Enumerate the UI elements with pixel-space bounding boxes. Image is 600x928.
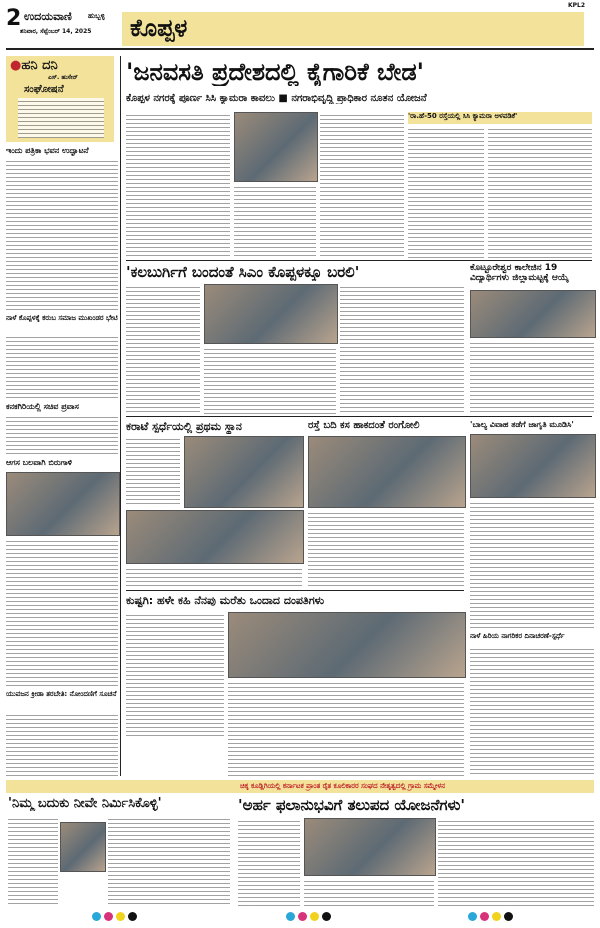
- edition-city: ಹುಬ್ಬಳ್ಳಿ: [88, 12, 105, 20]
- date: ಶನಿವಾರ, ಸೆಪ್ಟೆಂಬರ್ 14, 2025: [20, 28, 92, 35]
- column-name-text: ಹನಿ ದನಿ: [21, 58, 58, 73]
- story-karate-text-2: [126, 566, 302, 588]
- story-couple-text-1: [126, 612, 224, 738]
- story-yuva-title: ಯುವಜನ ಕ್ರೀಡಾ ತರಬೇತಿ: ನೋಂದಣಿಗೆ ಸೂಚನೆ: [6, 690, 117, 698]
- registration-dot: [92, 912, 101, 921]
- anganawadi-photo: [6, 472, 120, 536]
- story-yuva-text: [6, 712, 118, 776]
- arha-photo: [304, 818, 436, 876]
- story-arha-text-3: [438, 818, 594, 906]
- section-banner: [122, 12, 584, 46]
- story-rangoli-title: ರಸ್ತೆ ಬದಿ ಕಸ ಹಾಕದಂತೆ ರಂಗೋಲಿ: [308, 420, 420, 431]
- story-arha-title: 'ಅರ್ಹ ಫಲಾನುಭವಿಗೆ ತಲುಪದ ಯೋಜನೆಗಳು': [238, 796, 466, 814]
- page-number: 2: [6, 6, 22, 31]
- lead-photo: [234, 112, 318, 182]
- registration-dot: [128, 912, 137, 921]
- story-naa-title: ನಾಳೆ ಕೊಪ್ಪಳಕ್ಕೆ ಕರುಬ ಸಮಾಜ ಮುಖಂಡರ ಭೇಟಿ: [6, 314, 118, 322]
- page-code: KPL2: [568, 2, 586, 9]
- lead-text-2: [234, 184, 316, 258]
- registration-dot: [116, 912, 125, 921]
- story-dasara-text: [470, 646, 594, 776]
- masthead-rule: [6, 48, 594, 50]
- mid-rule-2: [126, 590, 464, 591]
- registration-dot: [504, 912, 513, 921]
- rangoli-photo: [308, 436, 466, 508]
- story-nimma-text-2: [108, 816, 230, 906]
- story-kalaburagi-title: 'ಕಲಬುರ್ಗಿಗೆ ಬಂದಂತೆ ಸಿಎಂ ಕೊಪ್ಪಳಕ್ಕೂ ಬರಲಿ': [126, 263, 360, 281]
- story-dasara-title: ನಾಳೆ ಹಿರಿಯ ನಾಗರಿಕರ ದಿನಾಚರಣೆ-ಸ್ಪರ್ಧೆ: [470, 632, 565, 640]
- story-anganawadi-text: [6, 538, 118, 686]
- mid-rule-1: [126, 416, 592, 417]
- college-photo: [470, 290, 596, 338]
- registration-dot: [492, 912, 501, 921]
- story-child-title: 'ಬಾಲ್ಯ ವಿವಾಹ ತಡೆಗೆ ಜಾಗೃತಿ ಮೂಡಿಸಿ': [470, 420, 574, 429]
- story-kanakagiri-text: [6, 414, 118, 454]
- story-bhavan-title: ಇಂದು ಪತ್ರಿಕಾ ಭವನ ಉದ್ಘಾಟನೆ: [6, 146, 89, 155]
- registration-dot: [104, 912, 113, 921]
- couple-photo: [228, 612, 466, 678]
- story-couple-title: ಕುಷ್ಟಗಿ: ಹಳೇ ಕಹಿ ನೆನಪು ಮರೆತು ಒಂದಾದ ದಂಪತಿಗಳು: [126, 594, 325, 607]
- story-karate-title: ಕರಾಟೆ ಸ್ಪರ್ಧೆಯಲ್ಲಿ ಪ್ರಥಮ ಸ್ಥಾನ: [126, 420, 242, 433]
- registration-dot: [298, 912, 307, 921]
- column-byline: ಎಸ್. ಹುಸೇನ್: [48, 74, 78, 81]
- lead-text-5: [488, 126, 592, 258]
- paper-name: ಉದಯವಾಣಿ: [24, 10, 72, 23]
- column-text: [18, 98, 104, 138]
- lead-subhead: ಕೊಪ್ಪಳ ನಗರಕ್ಕೆ ಪೂರ್ಣ ಸಿಸಿ ಕ್ಯಾಮರಾ ಕಾವಲು ■ ನಗರಾಭಿವೃದ್ಧಿ ಪ್ರಾಧಿಕಾರ ನೂತನ ಯೋಜನೆ: [126, 93, 427, 104]
- heart-icon: ●: [10, 58, 22, 73]
- lead-headline: 'ಜನವಸತಿ ಪ್ರದೇಶದಲ್ಲಿ ಕೈಗಾರಿಕೆ ಬೇಡ': [126, 58, 424, 86]
- story-naa-text: [6, 334, 118, 398]
- registration-dot: [468, 912, 477, 921]
- story-couple-text-2: [228, 680, 464, 776]
- story-kalaburagi-text-1: [126, 284, 200, 414]
- story-college-title: ಕೊಟ್ಟೂರೇಶ್ವರ ಕಾಲೇಜಿನ 19 ವಿದ್ಯಾರ್ಥಿಗಳು ಜಿಲ್ಲಾಮಟ್ಟಕ್ಕೆ ಆಯ್ಕೆ: [470, 263, 569, 283]
- story-bhavan-text: [6, 158, 118, 310]
- karate-photo-2: [126, 510, 304, 564]
- left-column-divider: [120, 56, 121, 776]
- story-arha-text-2: [304, 878, 434, 906]
- story-college-text: [470, 340, 594, 414]
- registration-dot: [322, 912, 331, 921]
- story-nimma-title: 'ನಿಮ್ಮ ಬದುಕು ನೀವೇ ನಿರ್ಮಿಸಿಕೊಳ್ಳಿ': [8, 796, 162, 811]
- story-child-text: [470, 500, 594, 628]
- story-kalaburagi-text-3: [340, 284, 464, 414]
- lead-bottom-rule: [126, 260, 592, 261]
- registration-dot: [286, 912, 295, 921]
- kalaburagi-photo: [204, 284, 338, 344]
- lead-box: 'ರಾ.ಹೆ-50 ರಸ್ತೆಯಲ್ಲಿ ಸಿಸಿ ಕ್ಯಾಮರಾ ಅಳವಡಿಕೆ': [408, 112, 592, 124]
- column-title: ಸಂಘೋಷನೆ: [24, 84, 64, 95]
- lead-text-1: [126, 112, 230, 258]
- column-name: [10, 58, 58, 73]
- story-rangoli-text: [308, 510, 464, 588]
- story-nimma-text-1: [8, 816, 58, 906]
- story-arha-text-1: [238, 818, 300, 906]
- lead-text-3: [320, 112, 404, 258]
- story-kanakagiri-title: ಕನಕಗಿರಿಯಲ್ಲಿ ಸಚಿವ ಪ್ರವಾಸ: [6, 402, 79, 411]
- story-anganawadi-title: ಆಗಸ ಬಲವಾಗಿ ಬಿರುಗಾಳಿ: [6, 458, 73, 467]
- nimma-photo: [60, 822, 106, 872]
- registration-dot: [480, 912, 489, 921]
- story-kalaburagi-text-2: [204, 346, 336, 414]
- bottom-banner-text: ಚಿಕ್ಕ ಕೂಡ್ಲಿಗಿಯಲ್ಲಿ ಕರ್ನಾಟಕ ಪ್ರಾಂತ ರೈತ ಕೂಲಿಕಾರರ ಸಂಘದ ನೇತೃತ್ವದಲ್ಲಿ ಗ್ರಾಮ ಸಮ್ಮೇಳನ: [240, 782, 446, 790]
- karate-photo-1: [184, 436, 304, 508]
- registration-dot: [310, 912, 319, 921]
- section-title: ಕೊಪ್ಪಳ: [130, 14, 188, 42]
- child-photo: [470, 434, 596, 498]
- lead-text-4: [408, 126, 484, 258]
- story-karate-text-1: [126, 436, 180, 506]
